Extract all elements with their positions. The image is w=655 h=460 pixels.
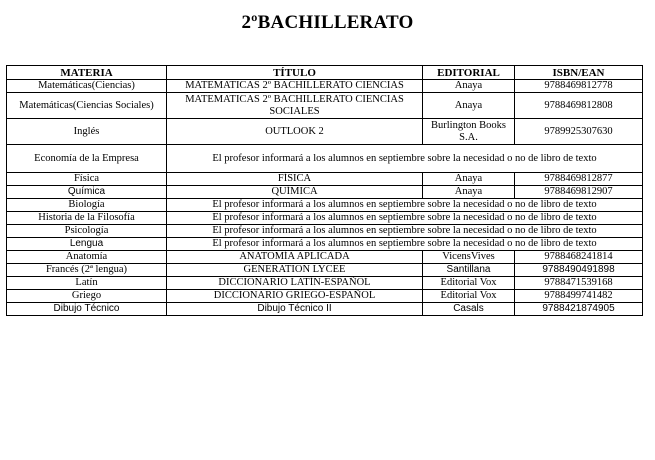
table-row [7,303,643,316]
materia-cell: Latín [7,277,167,290]
isbn-cell: 9788471539168 [515,277,643,290]
header-isbn: ISBN/EAN [515,66,643,80]
materia-cell: Economía de la Empresa [7,145,167,173]
materia-cell: Matemáticas(Ciencias Sociales) [7,93,167,119]
table-row [7,173,643,186]
table-row [7,93,643,119]
textbook-table [6,65,643,316]
editorial-cell: Casals [423,303,515,316]
titulo-cell: FÍSICA [167,173,423,186]
titulo-cell: ANATOMÍA APLICADA [167,251,423,264]
note-cell: El profesor informará a los alumnos en septiembre sobre la necesidad o no de libro de texto [167,145,643,173]
table-row [7,186,643,199]
header-editorial: EDITORIAL [423,66,515,80]
isbn-cell: 9788499741482 [515,290,643,303]
materia-cell: Química [7,186,167,199]
note-cell: El profesor informará a los alumnos en septiembre sobre la necesidad o no de libro de texto [167,238,643,251]
editorial-cell: Anaya [423,186,515,199]
editorial-cell: VicensVives [423,251,515,264]
titulo-cell: GENERATION LYCEE [167,264,423,277]
isbn-cell: 9788468241814 [515,251,643,264]
page-title: 2ºBACHILLERATO [241,12,414,33]
materia-cell: Anatomía [7,251,167,264]
materia-cell: Dibujo Técnico [7,303,167,316]
isbn-cell: 9788490491898 [515,264,643,277]
table-row [7,145,643,173]
materia-cell: Matemáticas(Ciencias) [7,80,167,93]
header-titulo: TÍTULO [167,66,423,80]
isbn-cell: 9788469812907 [515,186,643,199]
editorial-cell: Anaya [423,93,515,119]
materia-cell: Francés (2ª lengua) [7,264,167,277]
editorial-cell: Editorial Vox [423,277,515,290]
table-row [7,264,643,277]
materia-cell: Lengua [7,238,167,251]
table-row [7,277,643,290]
editorial-cell: Burlington Books S.A. [423,119,515,145]
titulo-cell: MATEMATICAS 2º BACHILLERATO CIENCIAS [167,80,423,93]
table-row [7,80,643,93]
titulo-cell: DICCIONARIO LATÍN-ESPAÑOL [167,277,423,290]
table-header-row [7,66,643,80]
editorial-cell: Santillana [423,264,515,277]
note-cell: El profesor informará a los alumnos en septiembre sobre la necesidad o no de libro de texto [167,212,643,225]
note-cell: El profesor informará a los alumnos en septiembre sobre la necesidad o no de libro de texto [167,199,643,212]
table-row [7,251,643,264]
titulo-cell: MATEMATICAS 2º BACHILLERATO CIENCIAS SOCIALES [167,93,423,119]
materia-cell: Biología [7,199,167,212]
table-row [7,225,643,238]
titulo-cell: DICCIONARIO GRIEGO-ESPAÑOL [167,290,423,303]
table-row [7,119,643,145]
table-row [7,290,643,303]
table-row [7,238,643,251]
note-cell: El profesor informará a los alumnos en septiembre sobre la necesidad o no de libro de texto [167,225,643,238]
titulo-cell: QUÍMICA [167,186,423,199]
isbn-cell: 9788469812877 [515,173,643,186]
materia-cell: Física [7,173,167,186]
table-row [7,212,643,225]
editorial-cell: Anaya [423,173,515,186]
isbn-cell: 9788469812778 [515,80,643,93]
materia-cell: Inglés [7,119,167,145]
editorial-cell: Editorial Vox [423,290,515,303]
table-row [7,199,643,212]
materia-cell: Psicología [7,225,167,238]
titulo-cell: OUTLOOK 2 [167,119,423,145]
isbn-cell: 9789925307630 [515,119,643,145]
editorial-cell: Anaya [423,80,515,93]
materia-cell: Griego [7,290,167,303]
isbn-cell: 9788421874905 [515,303,643,316]
titulo-cell: Dibujo Técnico II [167,303,423,316]
materia-cell: Historia de la Filosofía [7,212,167,225]
isbn-cell: 9788469812808 [515,93,643,119]
header-materia: MATERIA [7,66,167,80]
